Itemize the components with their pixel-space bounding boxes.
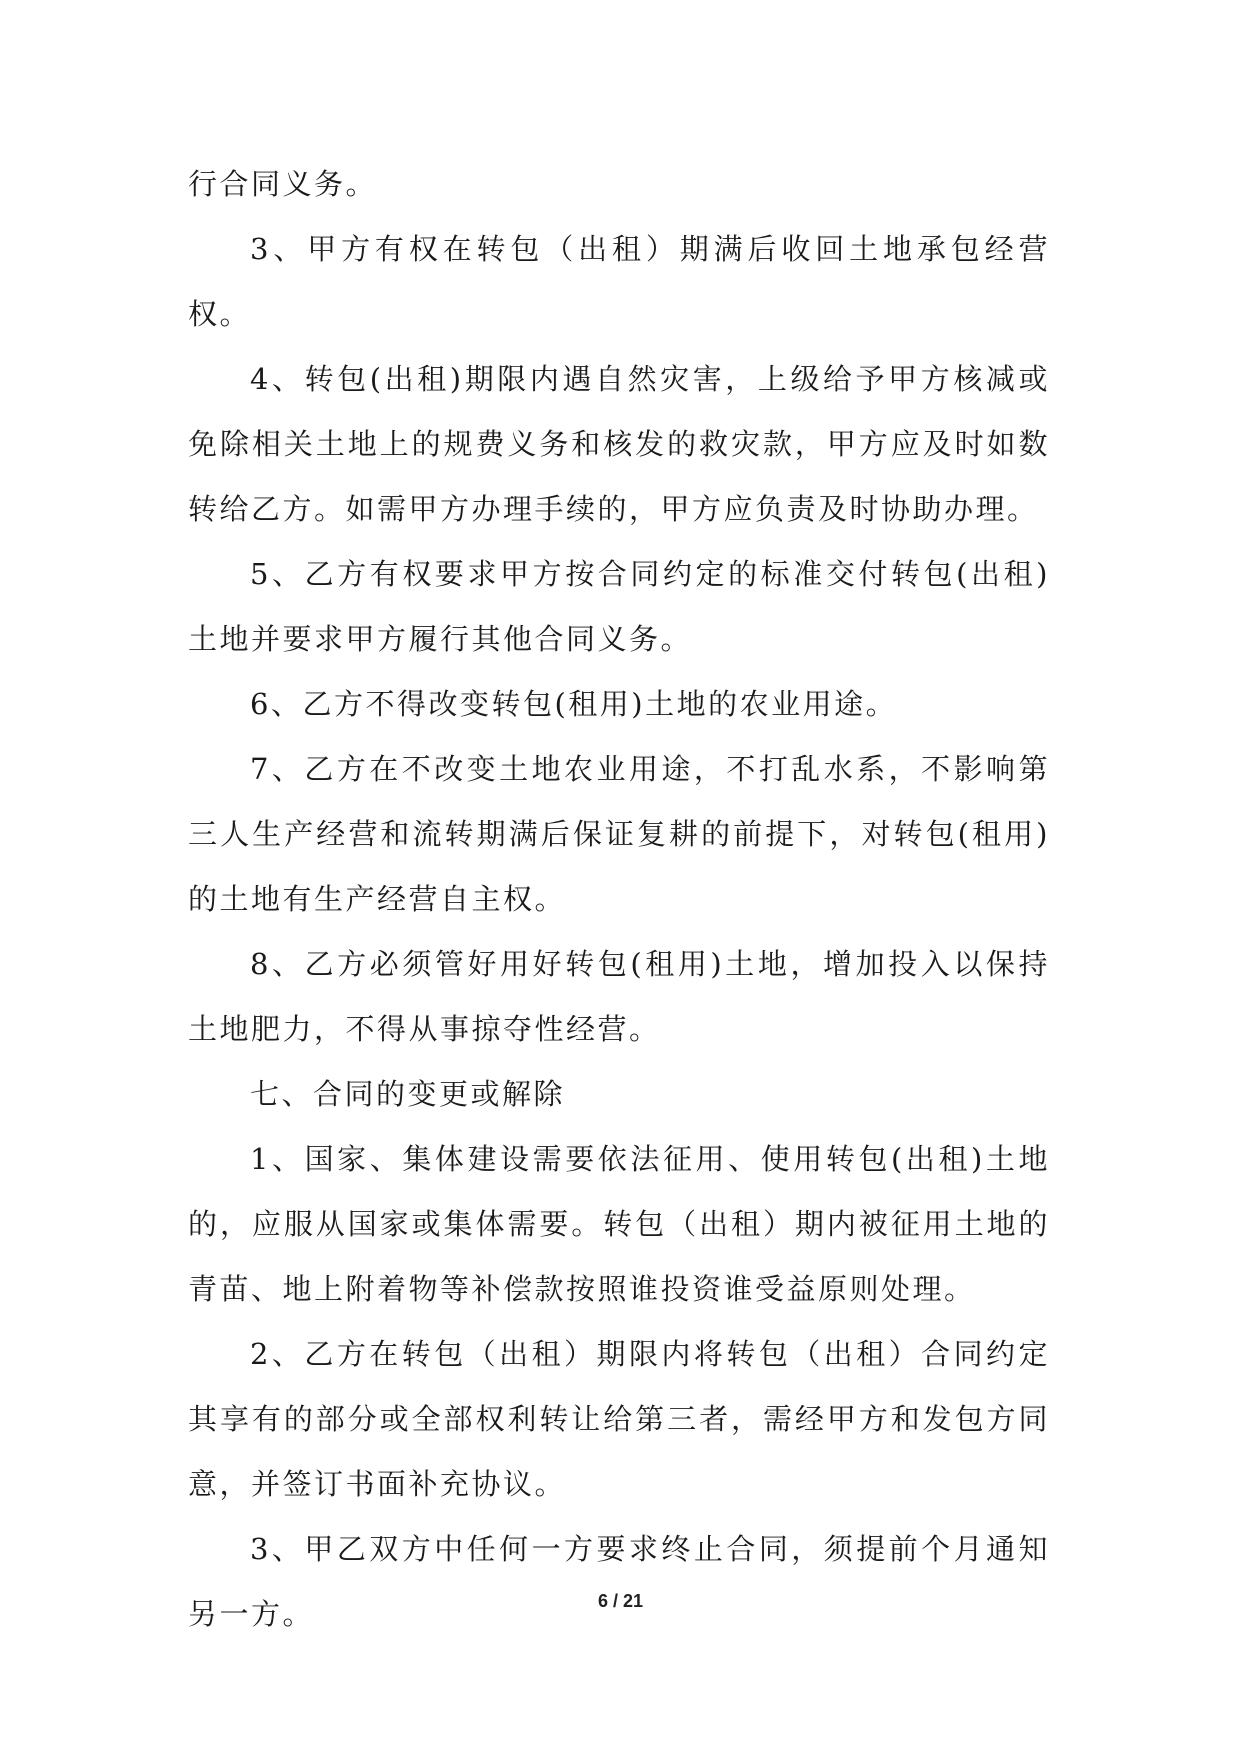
paragraph-change-clause-2: 2、乙方在转包（出租）期限内将转包（出租）合同约定其享有的部分或全部权利转让给第三者，需经甲方和发包方同意，并签订书面补充协议。 xyxy=(188,1337,1050,1501)
paragraph-clause-3: 3、甲方有权在转包（出租）期满后收回土地承包经营权。 xyxy=(188,232,1050,331)
document-body xyxy=(188,152,1050,1647)
paragraph-clause-7: 7、乙方在不改变土地农业用途，不打乱水系，不影响第三人生产经营和流转期满后保证复耕的前提下，对转包(租用)的土地有生产经营自主权。 xyxy=(188,752,1050,916)
section-heading-7: 七、合同的变更或解除 xyxy=(250,1077,566,1111)
paragraph-continuation: 行合同义务。 xyxy=(188,167,378,201)
paragraph-change-clause-1: 1、国家、集体建设需要依法征用、使用转包(出租)土地的，应服从国家或集体需要。转包（出租）期内被征用土地的青苗、地上附着物等补偿款按照谁投资谁受益原则处理。 xyxy=(188,1142,1050,1306)
paragraph-clause-6: 6、乙方不得改变转包(租用)土地的农业用途。 xyxy=(250,687,898,721)
page-number: 6 / 21 xyxy=(597,1591,644,1611)
paragraph-change-clause-3: 3、甲乙双方中任何一方要求终止合同，须提前个月通知另一方。 xyxy=(188,1532,1050,1631)
paragraph-clause-4: 4、转包(出租)期限内遇自然灾害，上级给予甲方核减或免除相关土地上的规费义务和核发的救灾款，甲方应及时如数转给乙方。如需甲方办理手续的，甲方应负责及时协助办理。 xyxy=(188,362,1050,526)
paragraph-clause-8: 8、乙方必须管好用好转包(租用)土地，增加投入以保持土地肥力，不得从事掠夺性经营。 xyxy=(188,947,1050,1046)
paragraph-clause-5: 5、乙方有权要求甲方按合同约定的标准交付转包(出租)土地并要求甲方履行其他合同义务。 xyxy=(188,557,1050,656)
